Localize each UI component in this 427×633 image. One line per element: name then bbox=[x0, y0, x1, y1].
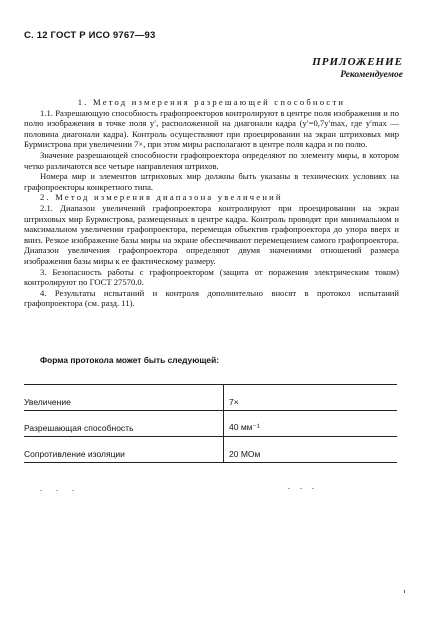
section-2-heading: 2. Метод измерения диапазона увеличений bbox=[40, 192, 283, 203]
scan-mark bbox=[404, 590, 405, 593]
param-name: Разрешающая способность bbox=[24, 423, 134, 433]
table-row bbox=[24, 384, 397, 411]
param-value: 20 МОм bbox=[229, 449, 261, 459]
body-text bbox=[24, 97, 399, 309]
param-value: 40 мм⁻¹ bbox=[229, 422, 260, 432]
page-header: С. 12 ГОСТ Р ИСО 9767—93 bbox=[24, 30, 156, 41]
column-divider bbox=[223, 385, 224, 410]
paragraph-1-3: Номера мир и элементов штриховых мир должны быть указаны в технических условиях на графопроекторы конкретного типа. bbox=[24, 171, 399, 192]
section-1-heading: 1. Метод измерения разрешающей способности bbox=[77, 97, 346, 107]
table-row bbox=[24, 437, 397, 463]
param-name: Увеличение bbox=[24, 397, 71, 407]
protocol-table bbox=[24, 384, 397, 463]
appendix-title: ПРИЛОЖЕНИЕ bbox=[312, 56, 403, 68]
appendix-block bbox=[312, 56, 403, 80]
column-divider bbox=[223, 437, 224, 462]
paragraph-3: 3. Безопасность работы с графопроектором (защита от поражения электрическим током) контролируют по ГОСТ 27570.0. bbox=[24, 266, 399, 288]
paragraph-4: 4. Результаты испытаний и контроля дополнительно вносят в протокол испытаний графопроектора (см. разд. 11). bbox=[24, 287, 399, 309]
paragraph-2-1: 2.1. Диапазон увеличений графопроектора контролируют при проецировании на экран штриховых мир Бурмистрова, размещенных в центре кадра. Контроль проводят при минимальном и максимальном увеличении графопроектора, перемещая объектив графопроектора до упора вверх и вниз. Резкое изображение базы миры на экране обеспечивают перемещением самого графопроектора. Диапазон увеличения графопроектора определяют двумя значениями отношений размера изображения базы миры к ее фактическому размеру. bbox=[24, 202, 399, 266]
paragraph-1-1: 1.1. Разрешающую способность графопроекторов контролируют в центре поля изображения и по полю изображения в точке поля y′, расположенной на диагонали кадра (y′=0,7y′max, где y′max — половина диагонали кадра). Контроль осуществляют при проецировании на экран штриховых мир Бурмистрова при увеличении 7×, при этом миры располагают в центре поля кадра и по полю. bbox=[24, 107, 399, 150]
table-ellipsis-left: . . . bbox=[40, 484, 80, 493]
appendix-subtitle: Рекомендуемое bbox=[340, 70, 403, 80]
column-divider bbox=[223, 411, 224, 436]
table-ellipsis-right: . . . bbox=[288, 482, 318, 491]
param-name: Сопротивление изоляции bbox=[24, 449, 125, 459]
protocol-intro: Форма протокола может быть следующей: bbox=[40, 355, 220, 365]
param-value: 7× bbox=[229, 397, 239, 407]
paragraph-1-2: Значение разрешающей способности графопроектора определяют по элементу миры, в котором четко различаются все четыре направления штрихов. bbox=[24, 149, 399, 171]
table-row bbox=[24, 411, 397, 437]
